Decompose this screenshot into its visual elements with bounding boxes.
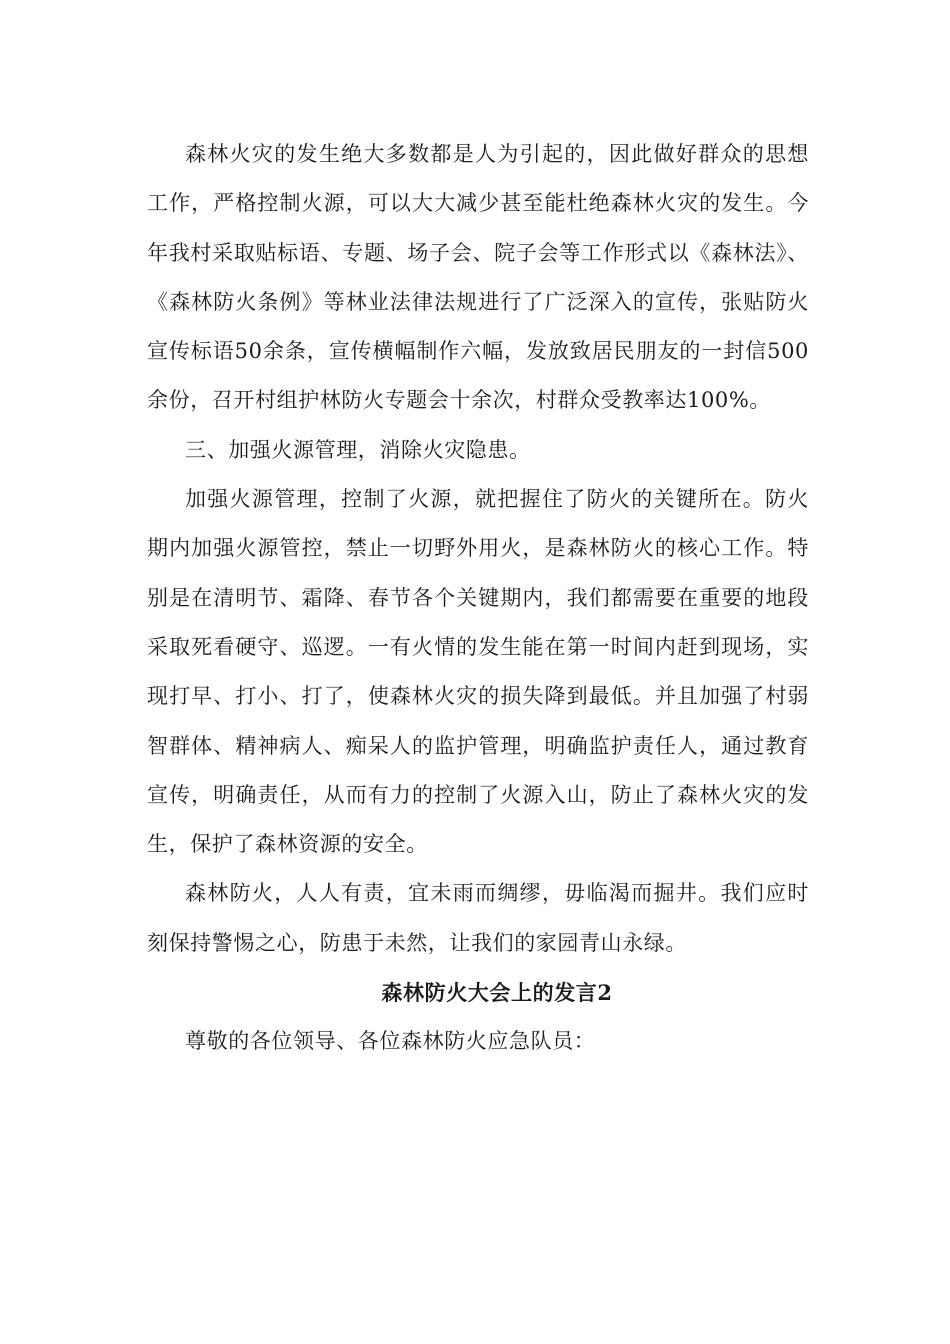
section-title: 森林防火大会上的发言2: [381, 980, 613, 1006]
section-heading-fire-source: 三、加强火源管理，消除火灾隐患。: [185, 437, 531, 462]
paragraph-conclusion: 森林防火，人人有责，宜未雨而绸缪，毋临渴而掘井。我们应时刻保持警惕之心，防患于未然，让我们的家园青山永绿。: [147, 881, 809, 955]
salutation: 尊敬的各位领导、各位森林防火应急队员：: [185, 1029, 596, 1054]
paragraph-fire-source-management: 加强火源管理，控制了火源，就把握住了防火的关键所在。防火期内加强火源管控，禁止一切野外用火，是森林防火的核心工作。特别是在清明节、霜降、春节各个关键期内，我们都需要在重要的地段采取死看硬守、巡逻。一有火情的发生能在第一时间内赶到现场，实现打早、打小、打了，使森林火灾的损失降到最低。并且加强了村弱智群体、精神病人、痴呆人的监护管理，明确监护责任人，通过教育宣传，明确责任，从而有力的控制了火源入山，防止了森林火灾的发生，保护了森林资源的安全。: [147, 487, 809, 857]
paragraph-fire-causes: 森林火灾的发生绝大多数都是人为引起的，因此做好群众的思想工作，严格控制火源，可以大大减少甚至能杜绝森林火灾的发生。今年我村采取贴标语、专题、场子会、院子会等工作形式以《森林法》、《森林防火条例》等林业法律法规进行了广泛深入的宣传，张贴防火宣传标语50余条，宣传横幅制作六幅，发放致居民朋友的一封信500余份，召开村组护林防火专题会十余次，村群众受教率达100%。: [147, 142, 809, 413]
document-page: [147, 130, 809, 1067]
